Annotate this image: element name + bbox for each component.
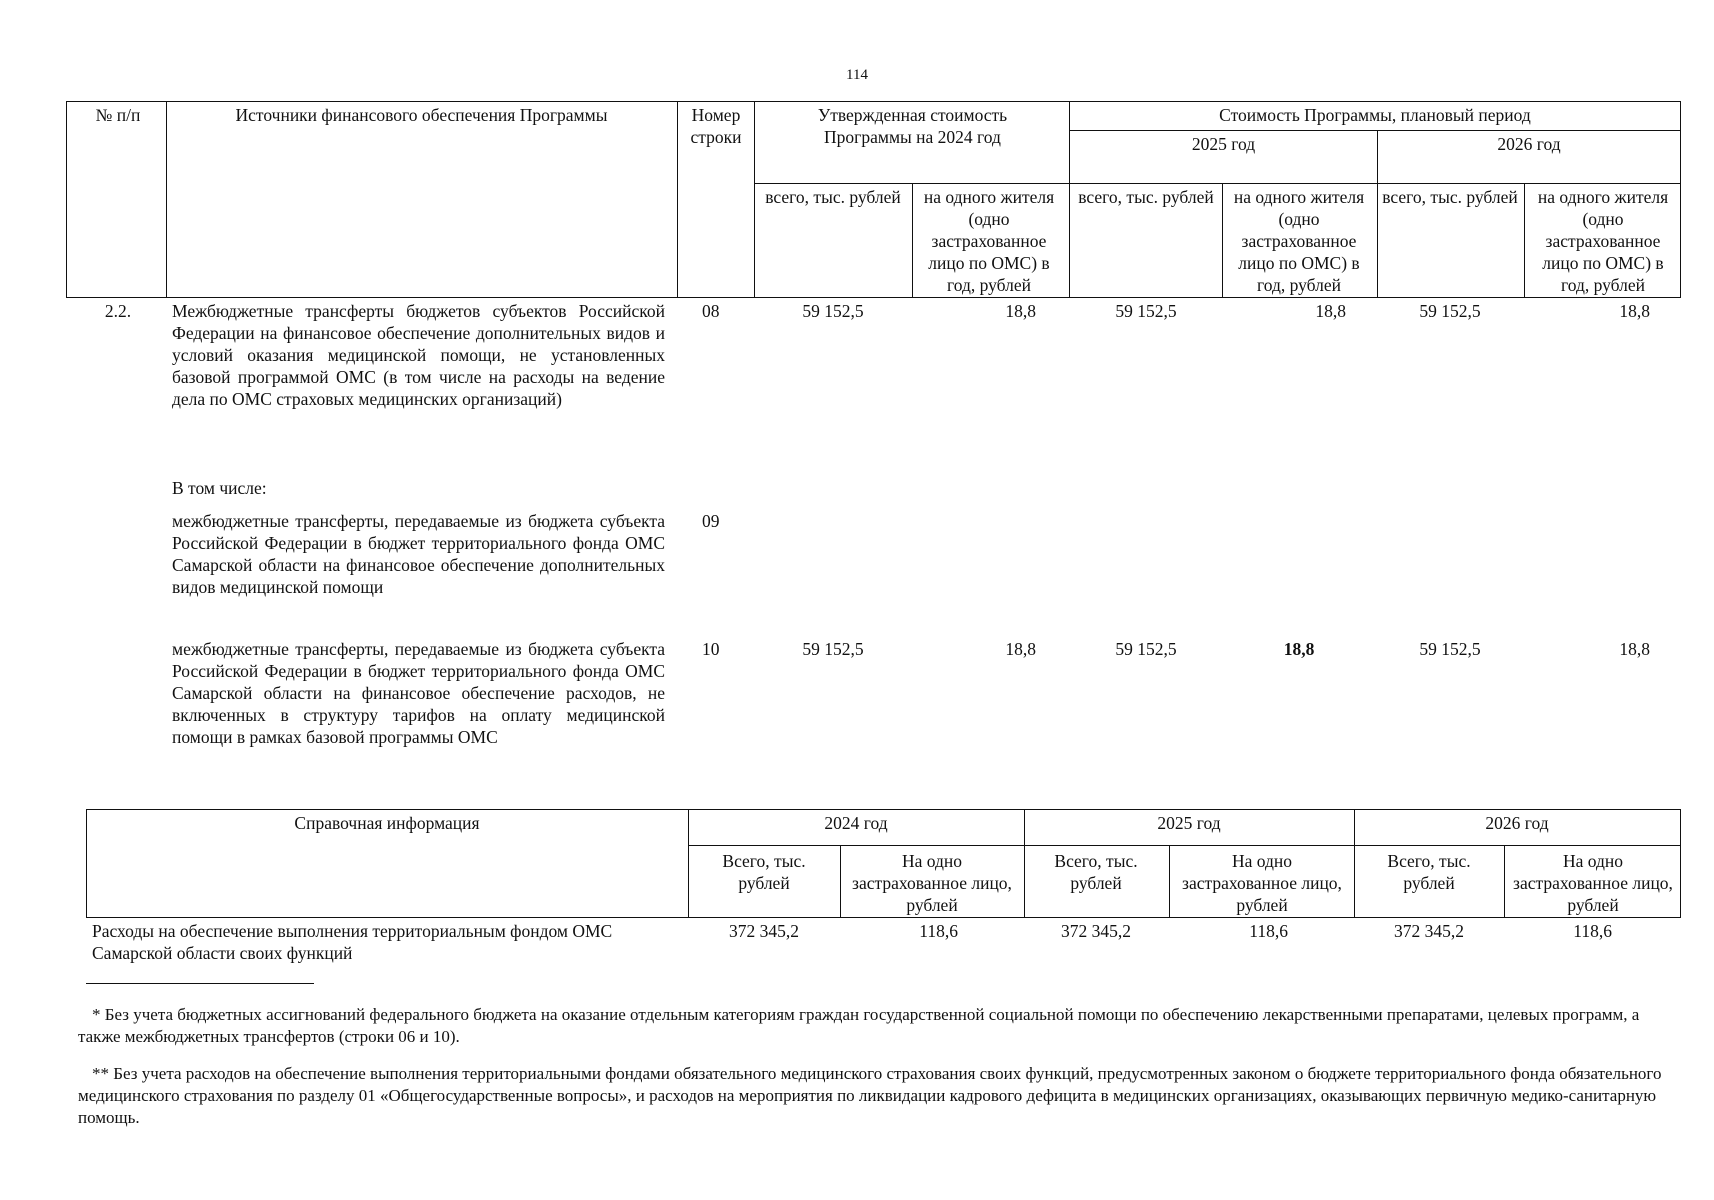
ref-header-2026-per-insured: На одно застрахованное лицо, рублей — [1513, 851, 1673, 915]
header-2026: 2026 год — [1497, 134, 1561, 154]
ref-header-2024-total: Всего, тыс. рублей — [722, 851, 806, 893]
ref-header-2026: 2026 год — [1485, 813, 1549, 833]
header-2025: 2025 год — [1191, 134, 1256, 154]
row-number: 08 — [702, 301, 720, 321]
row-text: Расходы на обеспечение выполнения территориальным фондом ОМС Самарской области своих функций — [92, 921, 613, 963]
ref-header-2025-total: Всего, тыс. рублей — [1054, 851, 1138, 893]
ref-header-2024-per-insured: На одно застрахованное лицо, рублей — [852, 851, 1012, 915]
ref-header-2024: 2024 год — [824, 813, 888, 833]
footnote-1: * Без учета бюджетных ассигнований федерального бюджета на оказание отдельным категориям граждан государственной социальной помощи по обеспечению лекарственными препаратами, целевых программ, а также межбюджетных трансфертов (строки 06 и 10). — [78, 1005, 1640, 1046]
value-2024-total: 372 345,2 — [729, 921, 799, 941]
row-number: 09 — [702, 511, 720, 531]
row-number: 10 — [702, 639, 720, 659]
value-2025-total: 59 152,5 — [1115, 301, 1177, 321]
value-2026-per-insured: 118,6 — [1573, 921, 1612, 941]
value-2026-total: 372 345,2 — [1394, 921, 1464, 941]
header-2025-total: всего, тыс. рублей — [1078, 187, 1214, 207]
subheading-including: В том числе: — [172, 478, 267, 498]
value-2024-total: 59 152,5 — [802, 639, 864, 659]
header-2026-per-capita: на одного жителя (одно застрахованное лицо по ОМС) в год, рублей — [1537, 187, 1669, 295]
value-2024-per-insured: 118,6 — [919, 921, 958, 941]
row-text: Межбюджетные трансферты бюджетов субъектов Российской Федерации на финансовое обеспечение дополнительных видов и условий оказания медицинской помощи, не установленных базовой программой ОМС (в том числе на расходы на ведение дела по ОМС страховых медицинских организаций) — [172, 301, 665, 409]
header-2024-per-capita: на одного жителя (одно застрахованное лицо по ОМС) в год, рублей — [923, 187, 1055, 295]
ref-header-2026-total: Всего, тыс. рублей — [1387, 851, 1471, 893]
value-2025-total: 372 345,2 — [1061, 921, 1131, 941]
ref-header-2025: 2025 год — [1157, 813, 1221, 833]
ref-title: Справочная информация — [294, 813, 480, 833]
header-2024-total: всего, тыс. рублей — [765, 187, 901, 207]
ref-header-2025-per-insured: На одно застрахованное лицо, рублей — [1182, 851, 1342, 915]
footnote-2: ** Без учета расходов на обеспечение выполнения территориальными фондами обязательного медицинского страхования своих функций, предусмотренных законом о бюджете территориального фонда обязательного медицинского страхования по разделу 01 «Общегосударственные вопросы», и расходов на мероприятия по ликвидации кадрового дефицита в медицинских организациях, оказывающих первичную медико-санитарную помощь. — [78, 1064, 1662, 1127]
value-2024-total: 59 152,5 — [802, 301, 864, 321]
header-2025-per-capita: на одного жителя (одно застрахованное лицо по ОМС) в год, рублей — [1233, 187, 1365, 295]
footnote-divider — [86, 983, 314, 984]
value-2024-per-capita: 18,8 — [1005, 639, 1036, 659]
header-2026-total: всего, тыс. рублей — [1382, 187, 1518, 207]
row-num: 2.2. — [104, 301, 132, 321]
header-num: № п/п — [95, 105, 141, 125]
value-2024-per-capita: 18,8 — [1005, 301, 1036, 321]
row-text: межбюджетные трансферты, передаваемые из бюджета субъекта Российской Федерации в бюджет территориального фонда ОМС Самарской области на финансовое обеспечение дополнительных видов медицинской помощи — [172, 511, 665, 597]
value-2026-total: 59 152,5 — [1419, 639, 1481, 659]
value-2025-per-insured: 118,6 — [1249, 921, 1288, 941]
value-2025-per-capita: 18,8 — [1283, 639, 1315, 659]
page-number: 114 — [846, 67, 868, 83]
header-source: Источники финансового обеспечения Программы — [235, 105, 608, 125]
header-approved: Утвержденная стоимость Программы на 2024 год — [817, 105, 1008, 147]
value-2025-total: 59 152,5 — [1115, 639, 1177, 659]
header-row: Номер строки — [690, 105, 742, 147]
value-2026-per-capita: 18,8 — [1619, 639, 1650, 659]
value-2026-total: 59 152,5 — [1419, 301, 1481, 321]
row-text: межбюджетные трансферты, передаваемые из бюджета субъекта Российской Федерации в бюджет территориального фонда ОМС Самарской области на финансовое обеспечение расходов, не включенных в структуру тарифов на оплату медицинской помощи в рамках базовой программы ОМС — [172, 639, 665, 747]
header-planned: Стоимость Программы, плановый период — [1219, 105, 1531, 125]
value-2025-per-capita: 18,8 — [1315, 301, 1346, 321]
value-2026-per-capita: 18,8 — [1619, 301, 1650, 321]
